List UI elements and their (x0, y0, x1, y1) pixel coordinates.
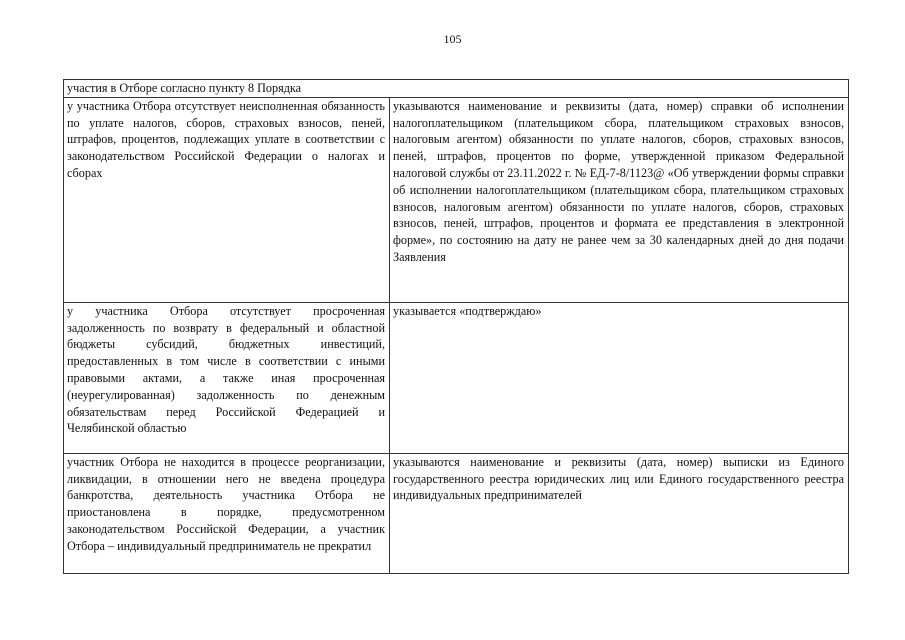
condition-cell: у участника Отбора отсутствует неисполненная обязанность по уплате налогов, сборов, страховых взносов, пеней, штрафов, процентов, подлежащих уплате в соответствии с законодательством Российской Федерации о налогах и сборах (64, 97, 390, 302)
table-header-cell: участия в Отборе согласно пункту 8 Порядка (64, 80, 849, 98)
condition-cell: участник Отбора не находится в процессе реорганизации, ликвидации, в отношении него не введена процедура банкротства, деятельность участника Отбора не приостановлена в порядке, предусмотренном законодательством Российской Федерации, а участник Отбора – индивидуальный предприниматель не прекратил (64, 453, 390, 573)
table-row (64, 97, 849, 302)
condition-cell: у участника Отбора отсутствует просроченная задолженность по возврату в федеральный и областной бюджеты субсидий, бюджетных инвестиций, предоставленных в том числе в соответствии с иными правовыми актами, а также иная просроченная (неурегулированная) задолженность по денежным обязательствам перед Российской Федерацией и Челябинской областью (64, 302, 390, 453)
page-number: 105 (443, 32, 462, 46)
table-row (64, 302, 849, 453)
requirement-cell: указываются наименование и реквизиты (дата, номер) справки об исполнении налогоплательщиком (плательщиком сбора, плательщиком страховых взносов, налоговым агентом) обязанности по уплате налогов, сборов, страховых взносов, пеней, штрафов, процентов по форме, утвержденной приказом Федеральной налоговой службы от 23.11.2022 г. № ЕД-7-8/1123@ «Об утверждении формы справки об исполнении налогоплательщиком (плательщиком сбора, плательщиком страховых взносов, налоговым агентом) обязанности по уплате налогов, сборов, страховых взносов, пеней, штрафов, процентов и формата ее представления в электронной форме», по состоянию на дату не ранее чем за 30 календарных дней до дня подачи Заявления (390, 97, 849, 302)
requirement-cell: указываются наименование и реквизиты (дата, номер) выписки из Единого государственного реестра юридических лиц или Единого государственного реестра индивидуальных предпринимателей (390, 453, 849, 573)
table-header-row (64, 80, 849, 98)
requirements-table (63, 79, 849, 574)
requirement-cell: указывается «подтверждаю» (390, 302, 849, 453)
table-row (64, 453, 849, 573)
